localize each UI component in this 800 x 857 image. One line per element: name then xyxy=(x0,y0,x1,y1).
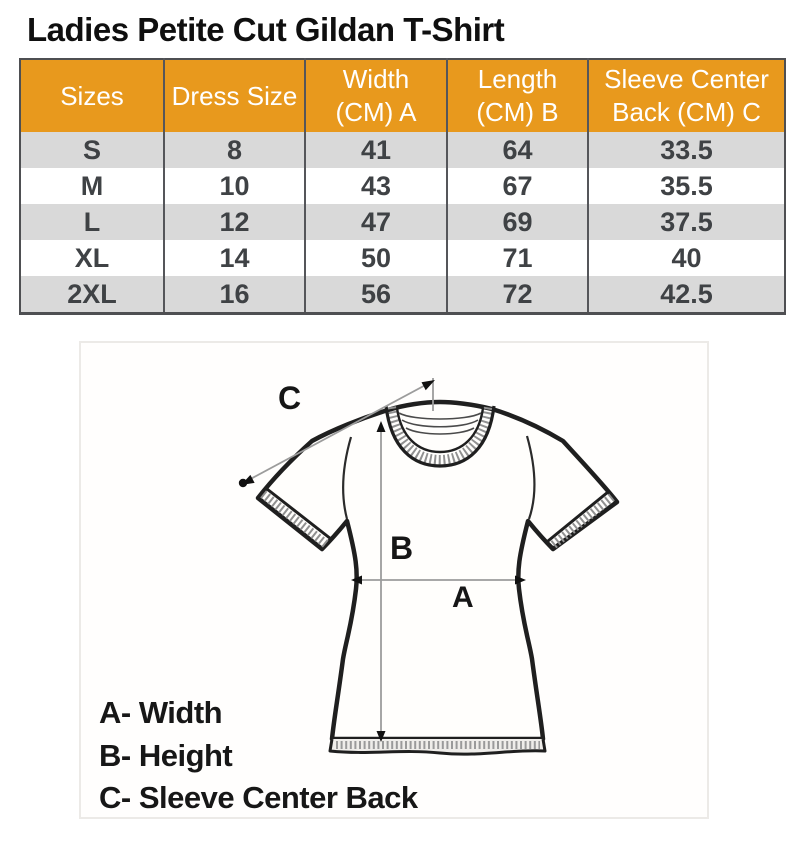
table-cell: 16 xyxy=(164,276,305,314)
tshirt-diagram-box xyxy=(79,341,709,819)
table-cell: 56 xyxy=(305,276,447,314)
table-body xyxy=(20,132,785,314)
table-row xyxy=(20,204,785,240)
legend-item-a: A- Width xyxy=(99,695,223,730)
table-cell: 47 xyxy=(305,204,447,240)
label-a: A xyxy=(452,581,474,614)
table-cell: 50 xyxy=(305,240,447,276)
size-table xyxy=(19,58,786,315)
table-cell: 35.5 xyxy=(588,168,785,204)
legend-item-c: C- Sleeve Center Back xyxy=(99,780,418,815)
table-cell: 40 xyxy=(588,240,785,276)
table-cell: 41 xyxy=(305,132,447,168)
table-cell: 42.5 xyxy=(588,276,785,314)
header-cell: Sizes xyxy=(20,59,164,132)
table-row xyxy=(20,168,785,204)
table-row xyxy=(20,132,785,168)
label-c: C xyxy=(278,380,302,416)
table-cell: 12 xyxy=(164,204,305,240)
table-cell: 2XL xyxy=(20,276,164,314)
header-cell: Width (CM) A xyxy=(305,59,447,132)
table-cell: 33.5 xyxy=(588,132,785,168)
table-cell: XL xyxy=(20,240,164,276)
table-cell: 71 xyxy=(447,240,588,276)
table-cell: L xyxy=(20,204,164,240)
table-row xyxy=(20,276,785,314)
label-b: B xyxy=(390,530,414,566)
table-cell: S xyxy=(20,132,164,168)
table-cell: 10 xyxy=(164,168,305,204)
table-cell: 69 xyxy=(447,204,588,240)
table-cell: 43 xyxy=(305,168,447,204)
table-cell: M xyxy=(20,168,164,204)
page-title: Ladies Petite Cut Gildan T-Shirt xyxy=(27,11,505,48)
header-cell: Sleeve Center Back (CM) C xyxy=(588,59,785,132)
table-cell: 64 xyxy=(447,132,588,168)
table-cell: 8 xyxy=(164,132,305,168)
table-row xyxy=(20,240,785,276)
table-cell: 14 xyxy=(164,240,305,276)
table-cell: 72 xyxy=(447,276,588,314)
header-row xyxy=(20,59,785,132)
table-cell: 37.5 xyxy=(588,204,785,240)
legend-item-b: B- Height xyxy=(99,737,233,773)
measurement-legend xyxy=(99,692,418,820)
table-cell: 67 xyxy=(447,168,588,204)
header-cell: Dress Size xyxy=(164,59,305,132)
header-cell: Length (CM) B xyxy=(447,59,588,132)
